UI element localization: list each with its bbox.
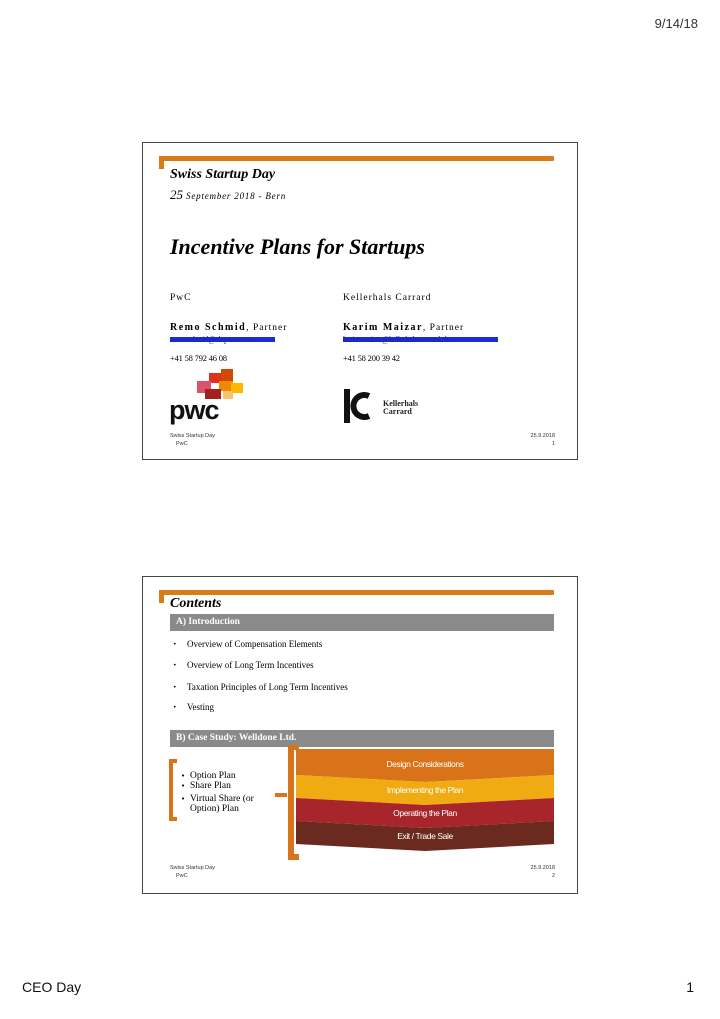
- kc-company: Kellerhals Carrard: [343, 293, 432, 303]
- plan-item-cont: Option) Plan: [190, 804, 239, 814]
- slide1-footer-firm: PwC: [176, 441, 188, 447]
- pwc-phone: +41 58 792 46 08: [170, 353, 227, 363]
- kc-email-link[interactable]: karim.maizar@kellerhals-carrard.ch: [343, 335, 449, 344]
- event-date-day: 25: [170, 187, 183, 202]
- step-label: Design Considerations: [386, 759, 464, 769]
- pwc-logo: [169, 369, 249, 429]
- bullet-text: Overview of Compensation Elements: [187, 639, 323, 649]
- step-label: Implementing the Plan: [386, 785, 464, 795]
- slide1-footer-date: 25.9.2018: [530, 433, 555, 439]
- slide2-page-number: 2: [551, 873, 555, 879]
- left-bracket: [171, 761, 177, 819]
- plan-text: Share Plan: [190, 781, 231, 791]
- plan-text: Virtual Share (or: [190, 794, 254, 804]
- step-label: Exit / Trade Sale: [397, 831, 453, 841]
- plan-item: • Option Plan: [181, 771, 236, 781]
- slide-2: [142, 576, 578, 894]
- event-date: [170, 187, 286, 203]
- pwc-role: , Partner: [246, 323, 288, 333]
- slide1-footer-event: Swiss Startup Day: [170, 433, 215, 439]
- kc-logo-text: [383, 400, 418, 416]
- kc-contact-name: [343, 322, 464, 333]
- step-label: Operating the Plan: [393, 808, 457, 818]
- accent-tick: [159, 590, 164, 603]
- event-date-rest: September 2018 - Bern: [183, 191, 287, 201]
- bullet-item: • Vesting: [173, 702, 214, 712]
- kc-logo-line1: Kellerhals: [383, 399, 419, 408]
- slide2-footer-date: 25.9.2018: [530, 865, 555, 871]
- pwc-name: Remo Schmid: [170, 322, 247, 333]
- kc-logo: [341, 389, 451, 425]
- slide1-page-number: 1: [551, 441, 555, 447]
- handout-page-number: 1: [686, 979, 694, 995]
- section-a-header: A) Introduction: [170, 614, 554, 631]
- section-b-header: B) Case Study: Welldone Ltd.: [170, 730, 554, 747]
- plan-text: Option Plan: [190, 771, 236, 781]
- plan-item: • Share Plan: [181, 781, 231, 791]
- slide-1: [142, 142, 578, 460]
- bullet-item: • Overview of Compensation Elements: [173, 639, 323, 649]
- event-title: Swiss Startup Day: [170, 167, 276, 182]
- contents-title: Contents: [170, 596, 222, 611]
- kc-name: Karim Maizar: [343, 322, 423, 333]
- pwc-logo-text: pwc: [169, 395, 219, 425]
- pwc-email-link[interactable]: remo.schmid@ch.pwc.com: [170, 335, 251, 344]
- kc-role: , Partner: [422, 323, 465, 333]
- bullet-text: Vesting: [187, 702, 214, 712]
- pwc-company: PwC: [170, 293, 192, 303]
- kc-logo-mark: [341, 389, 375, 423]
- bullet-item: • Taxation Principles of Long Term Incentives: [173, 682, 348, 692]
- process-diagram: [163, 745, 558, 865]
- plan-item: • Virtual Share (or: [181, 794, 254, 804]
- accent-bar: [159, 590, 554, 595]
- pwc-contact-name: [170, 322, 287, 333]
- accent-bar: [159, 156, 554, 161]
- slide2-footer-firm: PwC: [176, 873, 188, 879]
- slide2-footer-event: Swiss Startup Day: [170, 865, 215, 871]
- handout-footer-title: CEO Day: [22, 979, 82, 995]
- kc-phone: +41 58 200 39 42: [343, 353, 400, 363]
- presentation-title: Incentive Plans for Startups: [170, 234, 425, 259]
- kc-logo-line2: Carrard: [383, 407, 412, 416]
- bullet-text: Overview of Long Term Incentives: [187, 660, 314, 670]
- accent-tick: [159, 156, 164, 169]
- bullet-item: • Overview of Long Term Incentives: [173, 660, 314, 670]
- bullet-text: Taxation Principles of Long Term Incentives: [187, 682, 348, 692]
- page-date: 9/14/18: [654, 16, 698, 31]
